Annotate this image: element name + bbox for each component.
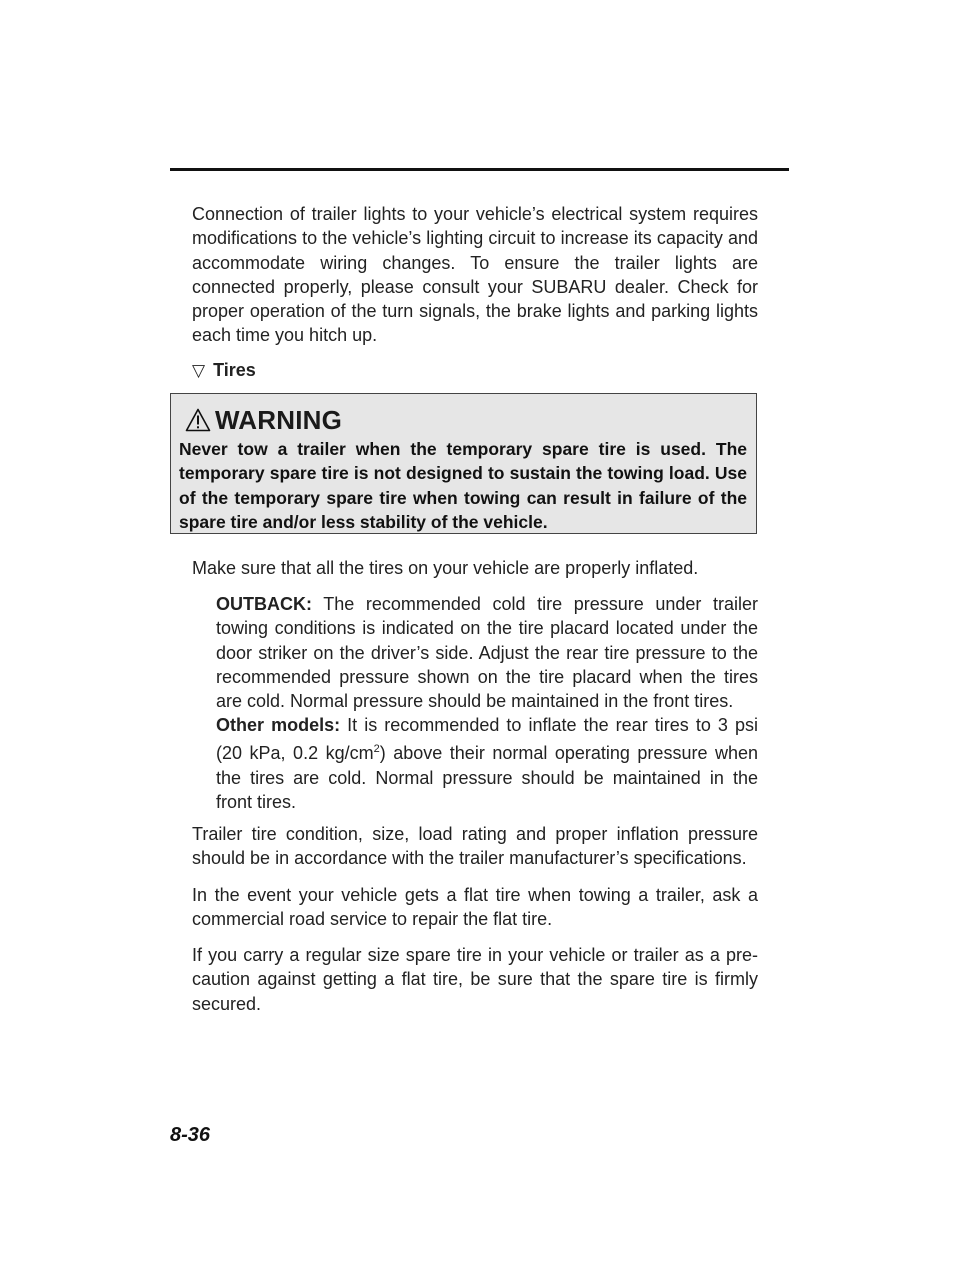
spare-tire-paragraph: If you carry a regular size spare tire in your vehicle or trailer as a pre-caution against getting a flat tire, be sure that the spare tire is firmly secured. [192, 945, 758, 1014]
intro-paragraph: Connection of trailer lights to your vehicle’s electrical system requires modifications to the vehicle’s lighting circuit to increase its capacity and accommodate wiring changes. To ensure the trailer lights are connected properly, please consult your SUBARU dealer. Check for proper operation of the turn signals, the brake lights and parking lights each time you hitch up. [192, 204, 758, 346]
triangle-down-icon: ▽ [192, 361, 206, 381]
other-models-text-before: It is recommended to inflate the rear tires to 3 psi (20 kPa, 0.2 kg/cm [216, 715, 758, 764]
section-heading [192, 358, 256, 383]
warning-text: Never tow a trailer when the temporary spare tire is used. The temporary spare tire is not designed to sustain the towing load. Use of the temporary spare tire when towing can result in failure of the spare tire and/or less stability of the vehicle. [179, 439, 747, 532]
top-rule [170, 168, 789, 171]
warning-box [170, 393, 757, 534]
outback-paragraph [216, 592, 758, 713]
warning-title: WARNING [215, 405, 343, 435]
outback-text: The recommended cold tire pressure under trailer towing conditions is indicated on the tire placard located under the door striker on the driver’s side. Adjust the rear tire pressure to the recommended pressure shown on the tire placard when the tires are cold. Normal pressure should be maintained in the front tires. [216, 594, 758, 712]
flat-tire-paragraph: In the event your vehicle gets a flat tire when towing a trailer, ask a commercial road service to repair the flat tire. [192, 885, 758, 930]
other-models-label: Other models: [216, 715, 341, 735]
warning-triangle-icon [185, 408, 211, 432]
other-models-paragraph [216, 713, 758, 814]
superscript-two: 2 [373, 743, 380, 756]
page-number: 8-36 [170, 1124, 211, 1146]
inflate-paragraph: Make sure that all the tires on your vehicle are properly inflated. [192, 558, 699, 578]
section-heading-text: Tires [213, 360, 256, 380]
warning-header [185, 406, 342, 434]
outback-label: OUTBACK: [216, 594, 312, 614]
trailer-tire-paragraph: Trailer tire condition, size, load rating and proper inflation pressure should be in accordance with the trailer manufacturer’s specifications. [192, 824, 758, 869]
other-models-text-after: ) above their normal operating pressure when the tires are cold. Normal pressure should be maintained in the front tires. [216, 743, 758, 812]
